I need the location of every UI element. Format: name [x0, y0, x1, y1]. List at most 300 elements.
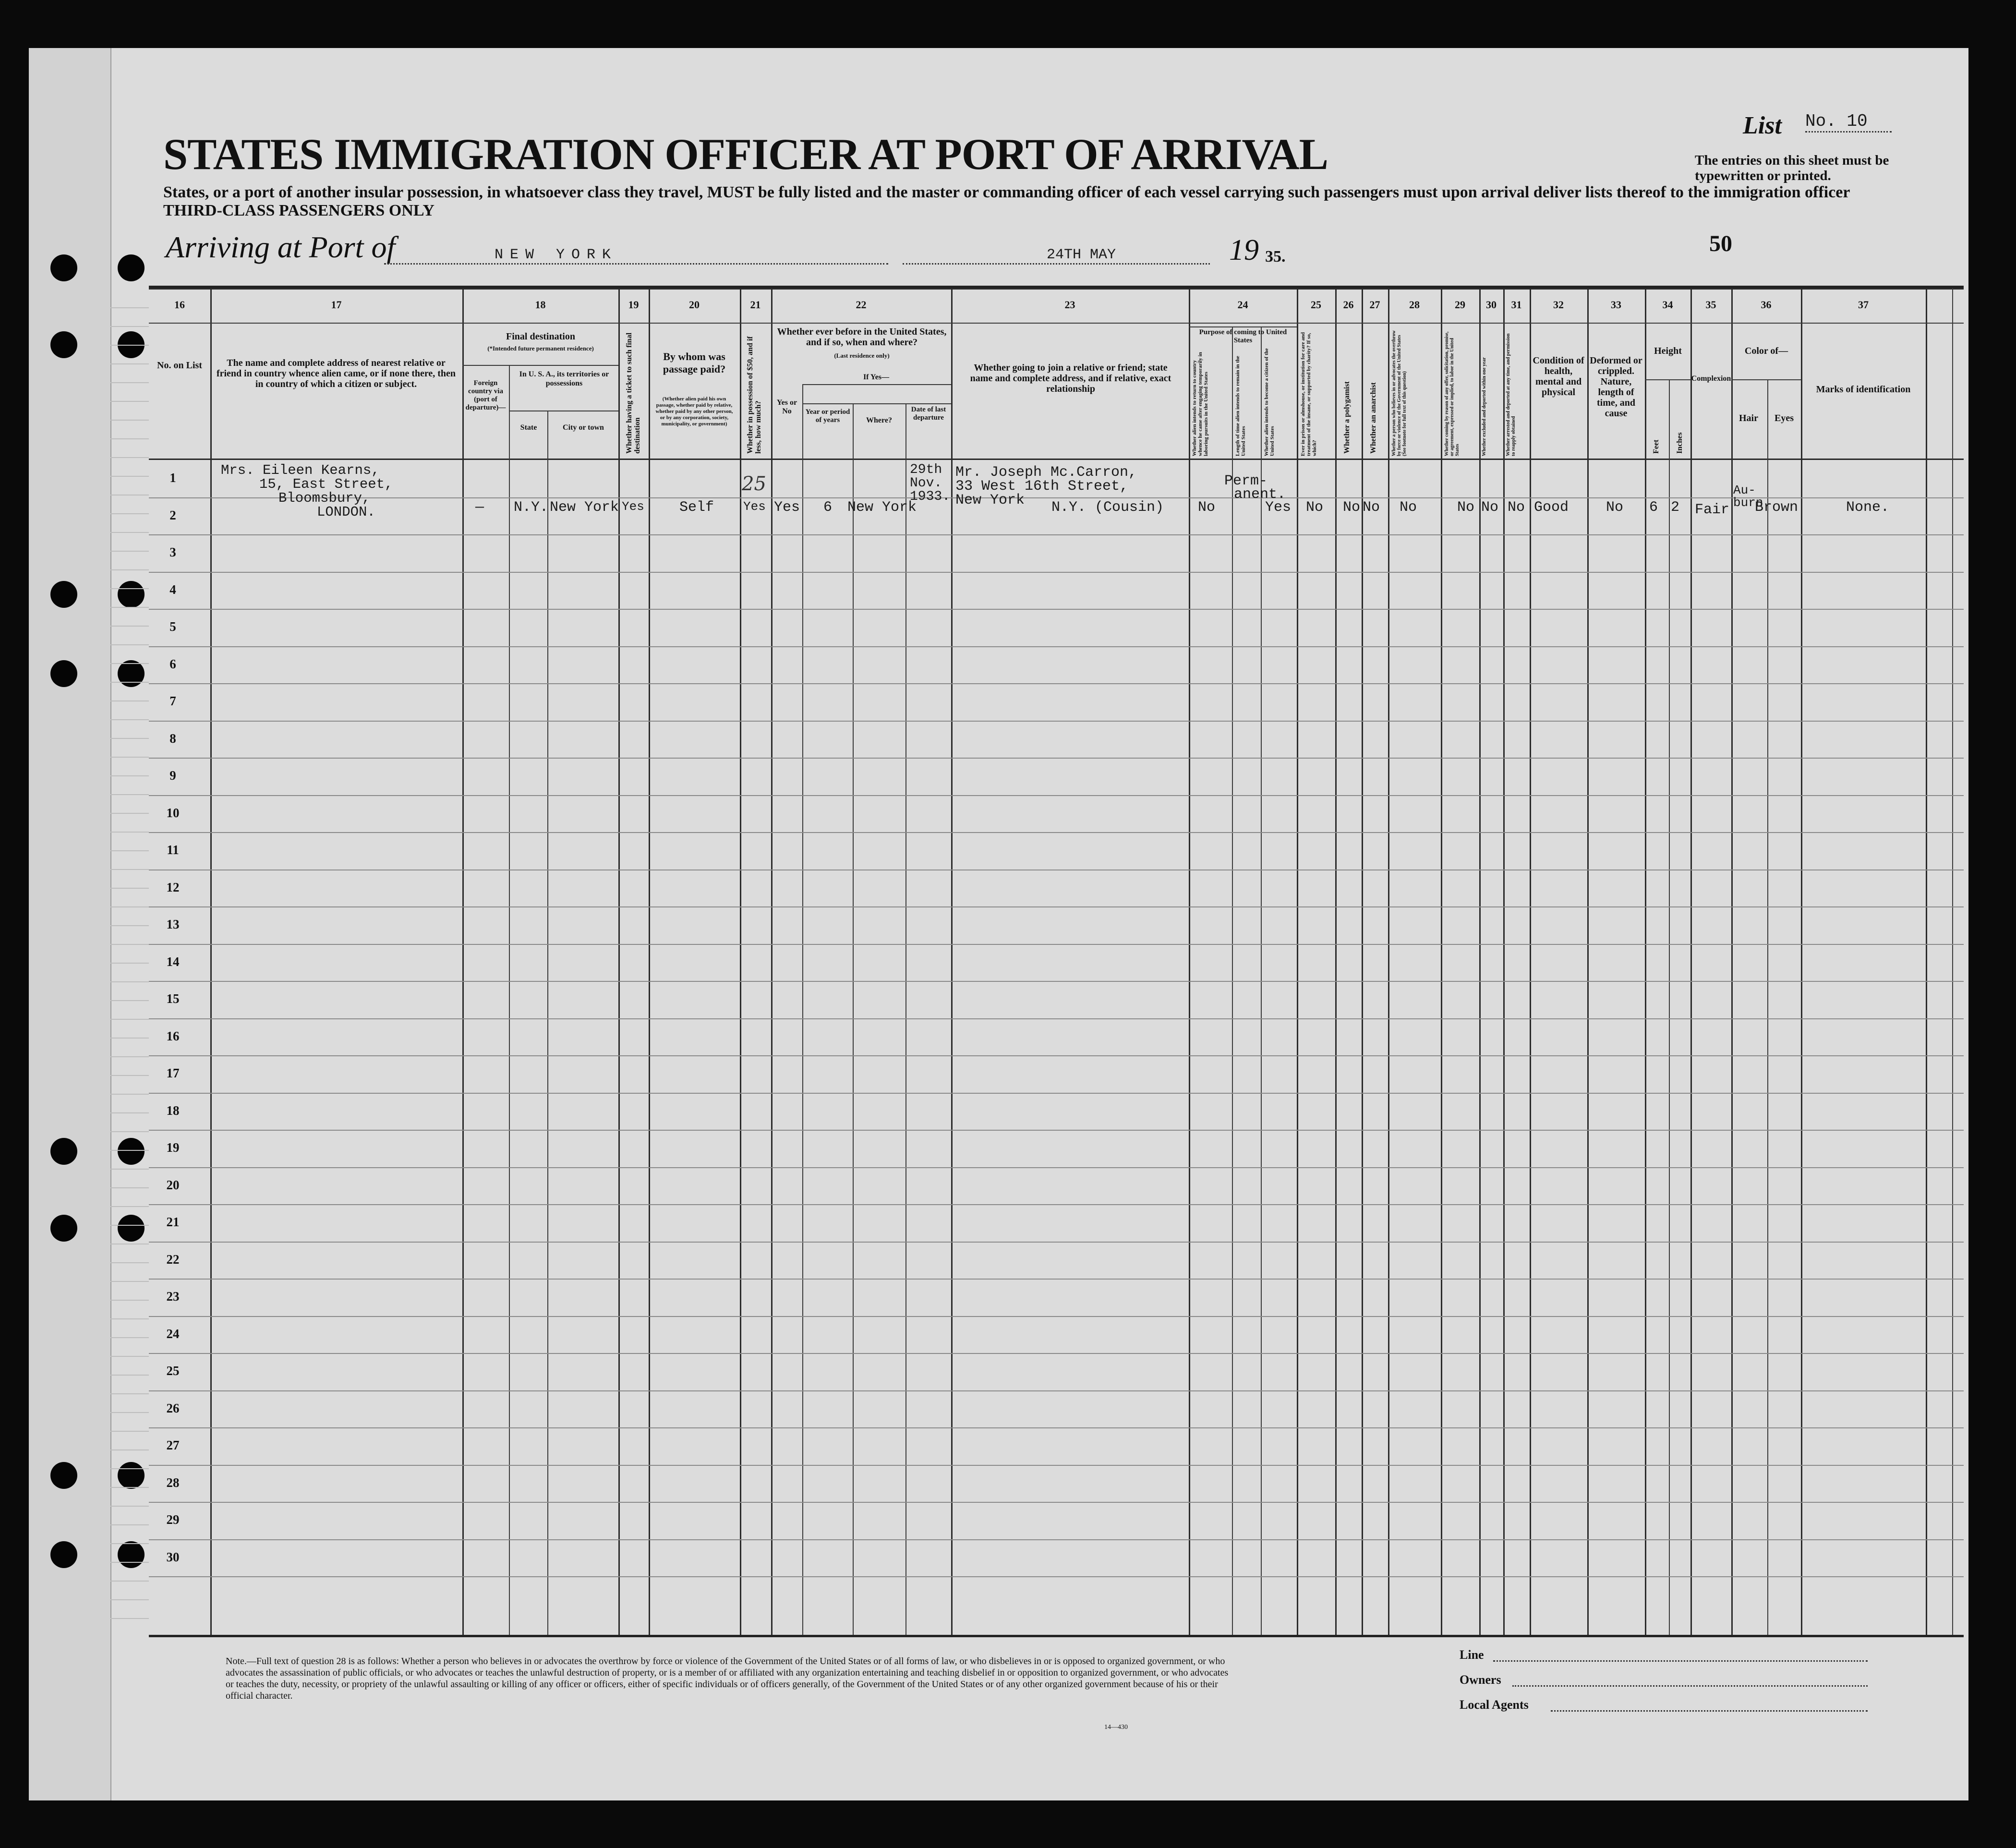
row-separator: [149, 609, 1964, 610]
punch-hole: [118, 581, 145, 608]
colnum: 19: [628, 299, 639, 311]
row-separator: [149, 1353, 1964, 1354]
row-number: 21: [166, 1215, 180, 1229]
stay-length-value: [1224, 474, 1286, 501]
sheet-instruction: The entries on this sheet must be typewritten or printed.: [1695, 153, 1889, 183]
joining-line: 33 West 16th Street,: [955, 478, 1129, 495]
feet-value: 6: [1649, 499, 1658, 516]
header-list-no: No. on List: [157, 360, 202, 371]
punch-hole: [118, 1138, 145, 1165]
eyes-value: Brown: [1755, 499, 1799, 516]
col-divider: [740, 288, 741, 1635]
date-line: [903, 263, 1210, 265]
row-separator: [149, 758, 1964, 759]
header-usa: In U. S. A., its territories or possessions: [519, 370, 609, 387]
paid-by-value: Self: [679, 499, 714, 516]
row-number: 25: [166, 1364, 180, 1378]
ruled-line: [110, 1468, 149, 1469]
row-number: 6: [169, 656, 176, 671]
joining-line: Mr. Joseph Mc.Carron,: [955, 464, 1137, 481]
ruled-line: [110, 1281, 149, 1282]
ruled-line: [110, 925, 149, 926]
ruled-line: [110, 1225, 149, 1226]
header-years: Year or period of years: [805, 408, 850, 424]
row-separator: [149, 1316, 1964, 1317]
citizen-value: Yes: [1265, 499, 1292, 516]
colnum: 16: [174, 299, 185, 311]
stay-line: Perm-: [1224, 473, 1268, 489]
row-number: 27: [166, 1438, 180, 1452]
punch-hole: [50, 1215, 77, 1242]
complexion-value: Fair: [1695, 502, 1730, 518]
row-separator: [149, 721, 1964, 722]
ruled-line: [110, 1487, 149, 1488]
ruled-line: [110, 607, 149, 608]
passenger-class-line: THIRD-CLASS PASSENGERS ONLY: [163, 202, 435, 219]
ruled-line: [110, 1206, 149, 1207]
header-color: Color of—: [1744, 346, 1788, 356]
colnum: 24: [1237, 299, 1248, 311]
colnum: 36: [1761, 299, 1772, 311]
sub-header-line: [802, 384, 951, 385]
colnum: 28: [1409, 299, 1420, 311]
sub-divider: [1952, 288, 1953, 1635]
agents-label: Local Agents: [1460, 1698, 1529, 1712]
header-purpose: Purpose of coming to United States: [1199, 328, 1287, 344]
header-foreign-via: Foreign country via (port of departure)—: [465, 379, 506, 411]
colnum: 32: [1553, 299, 1564, 311]
col-divider: [1645, 288, 1646, 1635]
colnum: 20: [689, 299, 700, 311]
colnum: 23: [1064, 299, 1075, 311]
row-separator: [149, 572, 1964, 573]
col-divider: [1441, 288, 1442, 1635]
row-separator: [149, 1502, 1964, 1503]
row-number: 23: [166, 1289, 180, 1304]
colnum: 17: [331, 299, 342, 311]
ruled-line: [110, 963, 149, 964]
header-ever-before: Whether ever before in the United States, and if so, when and where?: [777, 326, 947, 348]
sub-divider: [547, 411, 548, 1635]
col-divider: [1189, 288, 1190, 1635]
row-separator: [149, 683, 1964, 684]
punch-hole: [118, 1541, 145, 1568]
punch-hole: [118, 660, 145, 687]
ruled-line: [110, 1300, 149, 1301]
hair-line: Au-: [1733, 483, 1756, 497]
row-number: 16: [166, 1028, 180, 1043]
relative-line: Mrs. Eileen Kearns,: [221, 462, 380, 478]
row-separator: [149, 1390, 1964, 1391]
anarchist-value: No: [1363, 499, 1380, 516]
page-subtitle: States, or a port of another insular possession, in whatsoever class they travel, MUST be fully listed and the master or commanding officer of each vessel carrying such passengers must upon arrival deliver lists thereof to the immigration officer: [163, 183, 1850, 201]
row-number: 1: [169, 471, 176, 485]
ruled-line: [110, 1019, 149, 1020]
col-divider: [1503, 288, 1505, 1635]
col-divider: [1388, 288, 1389, 1635]
row-separator: [149, 646, 1964, 647]
list-label: List: [1743, 112, 1782, 139]
punch-hole: [50, 581, 77, 608]
header-height: Height: [1654, 346, 1682, 356]
foreign-via-value: —: [475, 499, 484, 516]
sub-header-line: [1189, 326, 1297, 327]
ruled-line: [110, 1150, 149, 1151]
ruled-line: [110, 457, 149, 458]
punch-hole: [50, 254, 77, 281]
ruled-line: [110, 1038, 149, 1039]
punch-hole: [118, 1215, 145, 1242]
header-eyes: Eyes: [1775, 413, 1794, 423]
row-separator: [149, 1427, 1964, 1428]
row-separator: [149, 1465, 1964, 1466]
row-separator: [149, 1130, 1964, 1131]
col-divider: [1335, 288, 1337, 1635]
row-separator: [149, 1093, 1964, 1094]
row-number: 20: [166, 1177, 180, 1192]
header-hair: Hair: [1739, 413, 1758, 423]
colnum: 21: [750, 299, 761, 311]
joining-line: New York: [955, 492, 1025, 508]
col-divider: [618, 288, 620, 1635]
date-value: 24TH MAY: [1047, 247, 1116, 263]
colnum: 26: [1343, 299, 1354, 311]
ruled-line: [110, 626, 149, 627]
hair-line: burn: [1733, 495, 1763, 510]
colnum: 22: [856, 299, 867, 311]
ruled-line: [110, 869, 149, 870]
row-separator: [149, 1167, 1964, 1168]
colnum: 37: [1858, 299, 1869, 311]
owners-label: Owners: [1460, 1673, 1501, 1687]
row-separator: [149, 1576, 1964, 1577]
ruled-line: [110, 663, 149, 664]
col-divider: [1690, 288, 1692, 1635]
col-divider: [771, 288, 773, 1635]
col-divider: [1297, 288, 1298, 1635]
prison-value: No: [1306, 499, 1324, 516]
list-number: No. 10: [1805, 111, 1892, 133]
header-return-intent: Whether alien intends to return to country whence he came after engaging temporarily in laboring pursuits in the United States: [1192, 352, 1209, 456]
punch-hole: [118, 254, 145, 281]
sub-divider: [905, 403, 906, 1635]
row-number: 15: [166, 991, 180, 1006]
row-separator: [149, 1242, 1964, 1243]
ruled-line: [110, 1543, 149, 1544]
row-number: 19: [166, 1140, 180, 1155]
ruled-line: [110, 345, 149, 346]
money-amount: 25: [742, 473, 766, 495]
sub-divider: [1669, 379, 1670, 1635]
ruled-line: [110, 813, 149, 814]
row-number: 13: [166, 917, 180, 931]
header-marks: Marks of identification: [1816, 384, 1911, 395]
relative-line: Bloomsbury,: [278, 490, 371, 506]
colnum: 18: [535, 299, 546, 311]
ruled-line: [110, 775, 149, 776]
ruled-line: [110, 832, 149, 833]
ruled-line: [110, 1599, 149, 1600]
row-number: 17: [166, 1066, 180, 1080]
joining-relation: N.Y. (Cousin): [1051, 499, 1164, 516]
col-divider: [462, 288, 464, 1635]
punch-hole: [50, 1138, 77, 1165]
deported-value: No: [1508, 499, 1525, 516]
row-separator: [149, 944, 1964, 945]
departure-date: [910, 463, 950, 504]
colnum: 27: [1369, 299, 1380, 311]
sub-header-line: [462, 365, 618, 366]
ruled-line: [110, 1000, 149, 1001]
header-labor-offer: Whether coming by reason of any offer, solicitation, promise, or agreement, expressed or implied, to labor in the United States: [1444, 331, 1460, 456]
departure-line: 29th: [910, 462, 942, 477]
header-complexion: Complexion: [1691, 374, 1731, 383]
colnum: 30: [1486, 299, 1497, 311]
stay-line: anent.: [1234, 486, 1286, 503]
header-joining: Whether going to join a relative or friend; state name and complete address, and if relative, exact relationship: [970, 362, 1171, 394]
ruled-line: [110, 1524, 149, 1525]
page-title: STATES IMMIGRATION OFFICER AT PORT OF ARRIVAL: [163, 130, 1328, 179]
ruled-line: [110, 888, 149, 889]
departure-line: 1933.: [910, 489, 951, 504]
header-deported: Whether arrested and deported at any time, and permission to reapply obtained: [1506, 333, 1516, 456]
header-relative: The name and complete address of nearest relative or friend in country whence alien came, or if none there, then in country of which a citizen or subject.: [216, 358, 456, 389]
form-id: 14—430: [1104, 1724, 1128, 1731]
ruled-line: [110, 1131, 149, 1132]
ruled-line: [110, 382, 149, 383]
row-number: 4: [169, 582, 176, 597]
ruled-line: [110, 1393, 149, 1394]
header-city: City or town: [563, 423, 604, 432]
row-separator: [149, 1018, 1964, 1019]
line-field: [1493, 1660, 1868, 1662]
money-yes: Yes: [743, 499, 766, 514]
row-separator: [149, 1204, 1964, 1205]
ruled-line: [110, 981, 149, 982]
row-separator: [149, 534, 1964, 535]
ruled-line: [110, 1562, 149, 1563]
ruled-line: [110, 569, 149, 570]
row-number: 2: [169, 507, 176, 522]
row-number: 3: [169, 545, 176, 559]
polygamist-value: No: [1343, 499, 1361, 516]
header-health: Condition of health, mental and physical: [1533, 355, 1584, 398]
ruled-line: [110, 794, 149, 795]
ruled-line: [110, 1337, 149, 1338]
col-divider: [1587, 288, 1589, 1635]
year-prefix: 19: [1229, 234, 1259, 266]
header-inches: Inches: [1676, 432, 1684, 454]
col-divider: [1731, 288, 1733, 1635]
row-number: 12: [166, 880, 180, 894]
row-number: 30: [166, 1549, 180, 1564]
years-value: 6: [823, 499, 833, 516]
ruled-line: [110, 326, 149, 327]
agents-field: [1551, 1710, 1868, 1712]
ruled-line: [110, 719, 149, 720]
row-number: 10: [166, 805, 180, 820]
ruled-line: [110, 1412, 149, 1413]
sub-divider: [509, 365, 510, 1635]
line-label: Line: [1460, 1648, 1484, 1662]
col-divider: [210, 288, 212, 1635]
relative-line: 15, East Street,: [259, 476, 393, 492]
colnum: 29: [1455, 299, 1465, 311]
header-yes-no: Yes or No: [776, 399, 797, 415]
header-deformed: Deformed or crippled. Nature, length of time, and cause: [1590, 355, 1642, 419]
deformed-value: No: [1606, 499, 1624, 516]
arriving-label: Arriving at Port of: [166, 230, 396, 264]
row-separator: [149, 1279, 1964, 1280]
colnum: 34: [1662, 299, 1673, 311]
header-overthrow: Whether a person who believes in or advocates the overthrow by force or violence of the Government of the United States (See footnote for full text of this question): [1391, 330, 1407, 456]
punch-hole: [50, 1541, 77, 1568]
ruled-line: [110, 588, 149, 589]
header-excluded: Whether excluded and deported within one year: [1482, 357, 1487, 456]
colnum: 31: [1511, 299, 1522, 311]
col-divider: [1479, 288, 1481, 1635]
sub-divider: [1767, 379, 1768, 1635]
ruled-line: [110, 1056, 149, 1057]
ruled-line: [110, 1112, 149, 1113]
ruled-line: [110, 1375, 149, 1376]
manifest-table: [149, 286, 1964, 1637]
header-stay-length: Length of time alien intends to remain in the United States: [1235, 356, 1246, 456]
ruled-line: [110, 532, 149, 533]
header-become-citizen: Whether alien intends to become a citizen of the United States: [1264, 348, 1275, 456]
relative-line: LONDON.: [317, 504, 375, 520]
col-divider: [951, 288, 953, 1635]
ruled-line: [110, 850, 149, 851]
ruled-line: [110, 513, 149, 514]
row-separator: [149, 906, 1964, 907]
header-polygamist: Whether a polygamist: [1343, 381, 1351, 454]
row-separator: [149, 1539, 1964, 1540]
header-anarchist: Whether an anarchist: [1369, 382, 1377, 454]
row-number: 5: [169, 619, 176, 634]
ruled-line: [110, 1075, 149, 1076]
col-divider: [1362, 288, 1363, 1635]
port-value: NEW YORK: [495, 247, 618, 263]
row-number: 22: [166, 1252, 180, 1267]
header-paid-by: By whom was passage paid?: [663, 350, 726, 375]
ruled-line: [110, 682, 149, 683]
col-divider: [1926, 288, 1927, 1635]
row-number: 24: [166, 1326, 180, 1341]
ruled-line: [110, 476, 149, 477]
row-separator: [149, 832, 1964, 833]
ruled-line: [110, 757, 149, 758]
port-line: [384, 263, 888, 265]
ruled-line: [110, 1187, 149, 1188]
punch-hole: [50, 1462, 77, 1489]
owners-field: [1512, 1685, 1868, 1687]
ruled-line: [110, 1169, 149, 1170]
year-suffix: 35.: [1265, 248, 1286, 266]
row-number: 8: [169, 731, 176, 746]
header-ever-before-note: (Last residence only): [834, 352, 890, 359]
colnum: 35: [1705, 299, 1716, 311]
header-departure-date: Date of last departure: [911, 406, 946, 422]
ruled-line: [110, 738, 149, 739]
ruled-line: [110, 307, 149, 308]
header-where: Where?: [866, 416, 892, 424]
col-divider: [649, 288, 650, 1635]
row-number: 9: [169, 768, 176, 783]
ruled-line: [110, 1356, 149, 1357]
row-number: 29: [166, 1512, 180, 1527]
footer-note: Note.—Full text of question 28 is as follows: Whether a person who believes in or advocates the overthrow by force or violence of the Government of the United States or of all forms of law, or who disbelieves in or is opposed to organized government, or who advocates the assassination of public officials, or who advocates or teaches the unlawful destruction of property, or is a member of or affiliated with any organization entertaining and teaching disbelief in or opposition to organized government, or who advocates or teaches the duty, necessity, or propriety of the unlawful assaulting or killing of any officer or officers, either of specific individuals or of officers generally, of the Government of the United States or of any other organized government because of his or their official character.: [226, 1656, 1229, 1701]
punch-hole: [118, 1462, 145, 1489]
sub-header-line: [1645, 379, 1690, 380]
binding-margin: [29, 48, 111, 1800]
relative-address: [221, 463, 393, 519]
row-number: 11: [167, 843, 179, 857]
ruled-line: [110, 1449, 149, 1450]
ruled-line: [110, 551, 149, 552]
ruled-line: [110, 438, 149, 439]
ruled-line: [110, 906, 149, 907]
ruled-line: [110, 420, 149, 421]
ruled-line: [110, 1094, 149, 1095]
excluded-value: No: [1481, 499, 1499, 516]
row-number: 28: [166, 1475, 180, 1490]
departure-line: Nov.: [910, 476, 942, 491]
header-paid-by-note: (Whether alien paid his own passage, whether paid by relative, whether paid by any other person, or by any corporation, society, municipality, or government): [655, 396, 733, 427]
sub-header-line: [1731, 379, 1801, 380]
health-value: Good: [1534, 499, 1569, 516]
header-fifty-dollars: Whether in possession of $50, and if less, how much?: [746, 336, 762, 454]
inches-value: 2: [1671, 499, 1680, 516]
header-if-yes: If Yes—: [863, 373, 890, 381]
ruled-line: [110, 1318, 149, 1319]
colnum: 25: [1311, 299, 1321, 311]
header-ticket: Whether having a ticket to such final destination: [625, 332, 641, 454]
header-final-destination: Final destination: [506, 331, 575, 342]
punch-hole: [50, 331, 77, 358]
sub-divider: [853, 403, 854, 1635]
page-number: 50: [1709, 231, 1732, 256]
header-state: State: [520, 423, 537, 432]
ruled-line: [110, 1431, 149, 1432]
row-number: 18: [166, 1103, 180, 1118]
marks-value: None.: [1846, 499, 1890, 516]
ruled-line: [110, 644, 149, 645]
return-intent-value: No: [1198, 499, 1216, 516]
row-number: 7: [169, 694, 176, 708]
sub-header-line: [802, 403, 951, 404]
ticket-value: Yes: [622, 499, 644, 514]
ruled-line: [110, 1506, 149, 1507]
row-number: 14: [166, 954, 180, 969]
ruled-line: [110, 363, 149, 364]
ruled-line: [110, 944, 149, 945]
col-divider: [1801, 288, 1802, 1635]
header-feet: Feet: [1652, 439, 1660, 454]
ruled-line: [110, 1262, 149, 1263]
row-separator: [149, 1055, 1964, 1056]
punch-hole: [50, 660, 77, 687]
before-yes: Yes: [774, 499, 800, 516]
ruled-line: [110, 1581, 149, 1582]
city-value: New York: [550, 499, 619, 516]
ruled-line: [110, 1618, 149, 1619]
colnum: 33: [1611, 299, 1621, 311]
overthrow-value: No: [1400, 499, 1417, 516]
col-divider: [1530, 288, 1531, 1635]
colnum-row-bottom: [149, 323, 1964, 324]
row-separator: [149, 981, 1964, 982]
